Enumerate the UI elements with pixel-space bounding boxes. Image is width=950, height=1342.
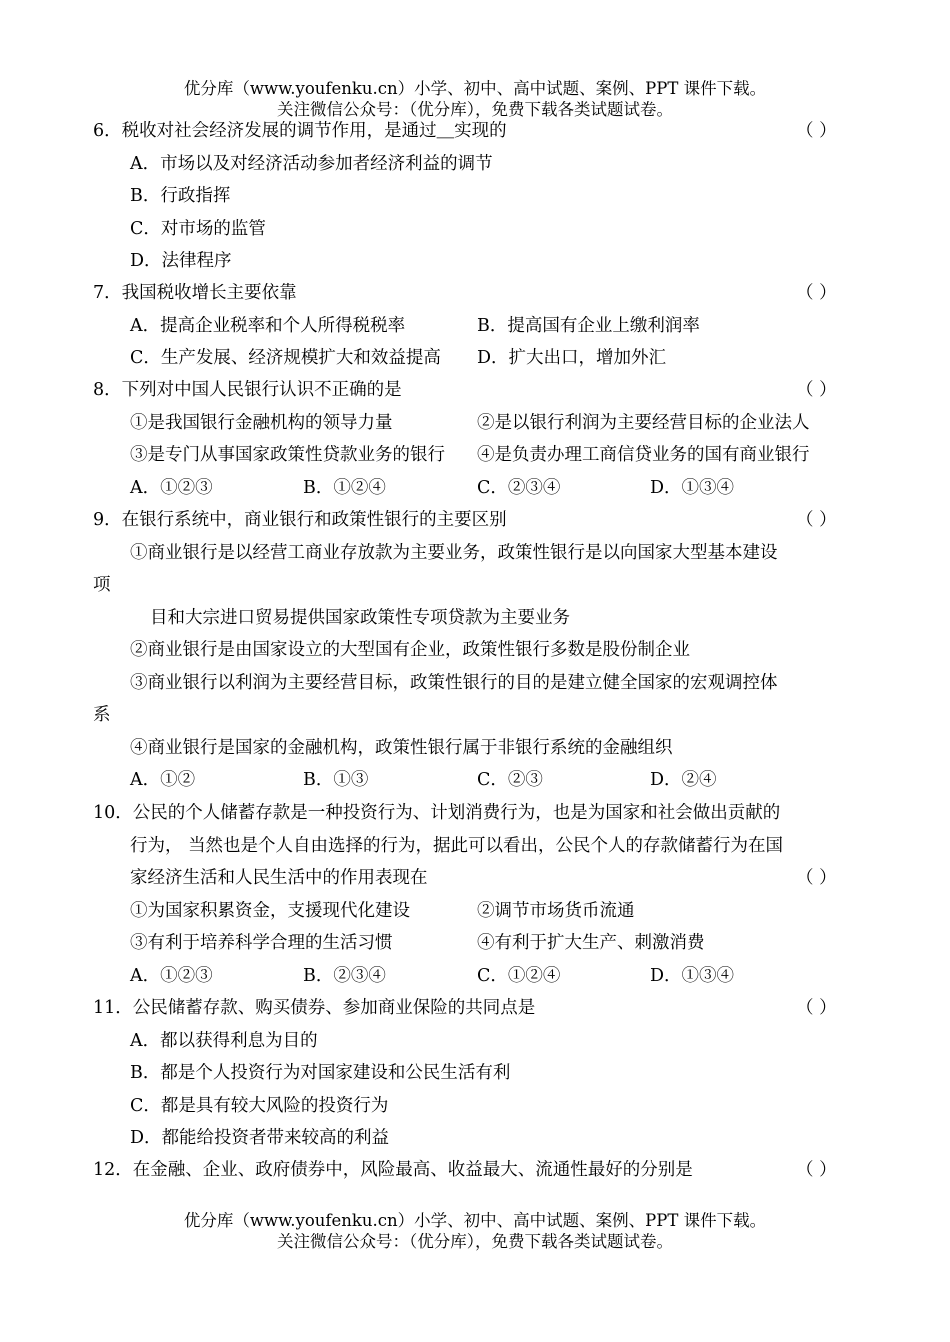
- q11-option-b: B．都是个人投资行为对国家建设和公民生活有利: [130, 1063, 511, 1083]
- question-10-stem: 10．公民的个人储蓄存款是一种投资行为、计划消费行为，也是为国家和社会做出贡献的: [93, 803, 781, 823]
- q8-statement-3: ③是专门从事国家政策性贷款业务的银行: [130, 445, 445, 465]
- q9-statement-1-cont: 项: [93, 575, 111, 595]
- question-10-stem-cont-2: 家经济生活和人民生活中的作用表现在: [130, 868, 428, 888]
- answer-blank-q12: （ ）: [796, 1160, 837, 1180]
- question-8-stem: 8．下列对中国人民银行认识不正确的是: [93, 380, 402, 400]
- question-9-stem: 9．在银行系统中，商业银行和政策性银行的主要区别: [93, 510, 507, 530]
- header-line-1: 优分库（www.youfenku.cn）小学、初中、高中试题、案例、PPT 课件下载。: [183, 79, 767, 98]
- question-11-stem: 11．公民储蓄存款、购买债券、参加商业保险的共同点是: [93, 998, 536, 1018]
- q11-option-a: A．都以获得利息为目的: [130, 1031, 318, 1051]
- q7-option-d: D．扩大出口，增加外汇: [477, 348, 667, 368]
- q10-option-a: A．①②③: [130, 966, 213, 986]
- question-10-stem-cont: 行为， 当然也是个人自由选择的行为，据此可以看出，公民个人的存款储蓄行为在国: [130, 836, 784, 856]
- q9-statement-3-cont: 系: [93, 705, 111, 725]
- q8-statement-1: ①是我国银行金融机构的领导力量: [130, 413, 393, 433]
- answer-blank-q9: （ ）: [796, 510, 837, 530]
- q10-option-d: D．①③④: [650, 966, 735, 986]
- q6-option-d: D．法律程序: [130, 251, 232, 271]
- q9-statement-3: ③商业银行以利润为主要经营目标，政策性银行的目的是建立健全国家的宏观调控体: [130, 673, 778, 693]
- q9-option-b: B．①③: [303, 770, 369, 790]
- answer-blank-q10: （ ）: [796, 868, 837, 888]
- q6-option-c: C．对市场的监管: [130, 219, 266, 239]
- q10-statement-3: ③有利于培养科学合理的生活习惯: [130, 933, 393, 953]
- q9-statement-1: ①商业银行是以经营工商业存放款为主要业务，政策性银行是以向国家大型基本建设: [130, 543, 778, 563]
- q10-statement-1: ①为国家积累资金，支援现代化建设: [130, 901, 410, 921]
- q8-option-c: C．②③④: [477, 478, 561, 498]
- q9-option-c: C．②③: [477, 770, 543, 790]
- q7-option-c: C．生产发展、经济规模扩大和效益提高: [130, 348, 441, 368]
- q10-statement-4: ④有利于扩大生产、刺激消费: [477, 933, 705, 953]
- q11-option-d: D．都能给投资者带来较高的利益: [130, 1128, 390, 1148]
- q10-option-c: C．①②④: [477, 966, 561, 986]
- q11-option-c: C．都是具有较大风险的投资行为: [130, 1096, 389, 1116]
- q9-statement-4: ④商业银行是国家的金融机构，政策性银行属于非银行系统的金融组织: [130, 738, 673, 758]
- q9-statement-1-cont-2: 目和大宗进口贸易提供国家政策性专项贷款为主要业务: [150, 608, 570, 628]
- q8-option-d: D．①③④: [650, 478, 735, 498]
- question-6-stem: 6．税收对社会经济发展的调节作用，是通过＿实现的: [93, 121, 507, 141]
- q10-statement-2: ②调节市场货币流通: [477, 901, 635, 921]
- q9-option-d: D．②④: [650, 770, 717, 790]
- page-footer: [0, 1210, 950, 1252]
- question-12-stem: 12．在金融、企业、政府债券中，风险最高、收益最大、流通性最好的分别是: [93, 1160, 693, 1180]
- footer-line-1: 优分库（www.youfenku.cn）小学、初中、高中试题、案例、PPT 课件下载。: [183, 1211, 767, 1230]
- q7-option-b: B．提高国有企业上缴利润率: [477, 316, 700, 336]
- q8-option-b: B．①②④: [303, 478, 386, 498]
- answer-blank-q8: （ ）: [796, 380, 837, 400]
- answer-blank-q7: （ ）: [796, 283, 837, 303]
- header-line-2: 关注微信公众号：（优分库），免费下载各类试题试卷。: [277, 100, 673, 119]
- q7-option-a: A．提高企业税率和个人所得税税率: [130, 316, 406, 336]
- question-7-stem: 7．我国税收增长主要依靠: [93, 283, 297, 303]
- q10-option-b: B．②③④: [303, 966, 386, 986]
- answer-blank-q11: （ ）: [796, 998, 837, 1018]
- q8-option-a: A．①②③: [130, 478, 213, 498]
- footer-line-2: 关注微信公众号：（优分库），免费下载各类试题试卷。: [277, 1232, 673, 1251]
- q9-statement-2: ②商业银行是由国家设立的大型国有企业，政策性银行多数是股份制企业: [130, 640, 690, 660]
- page-header: [0, 78, 950, 120]
- q9-option-a: A．①②: [130, 770, 196, 790]
- q6-option-b: B．行政指挥: [130, 186, 231, 206]
- q8-statement-2: ②是以银行利润为主要经营目标的企业法人: [477, 413, 810, 433]
- q6-option-a: A．市场以及对经济活动参加者经济利益的调节: [130, 154, 493, 174]
- answer-blank-q6: （ ）: [796, 121, 837, 141]
- q8-statement-4: ④是负责办理工商信贷业务的国有商业银行: [477, 445, 810, 465]
